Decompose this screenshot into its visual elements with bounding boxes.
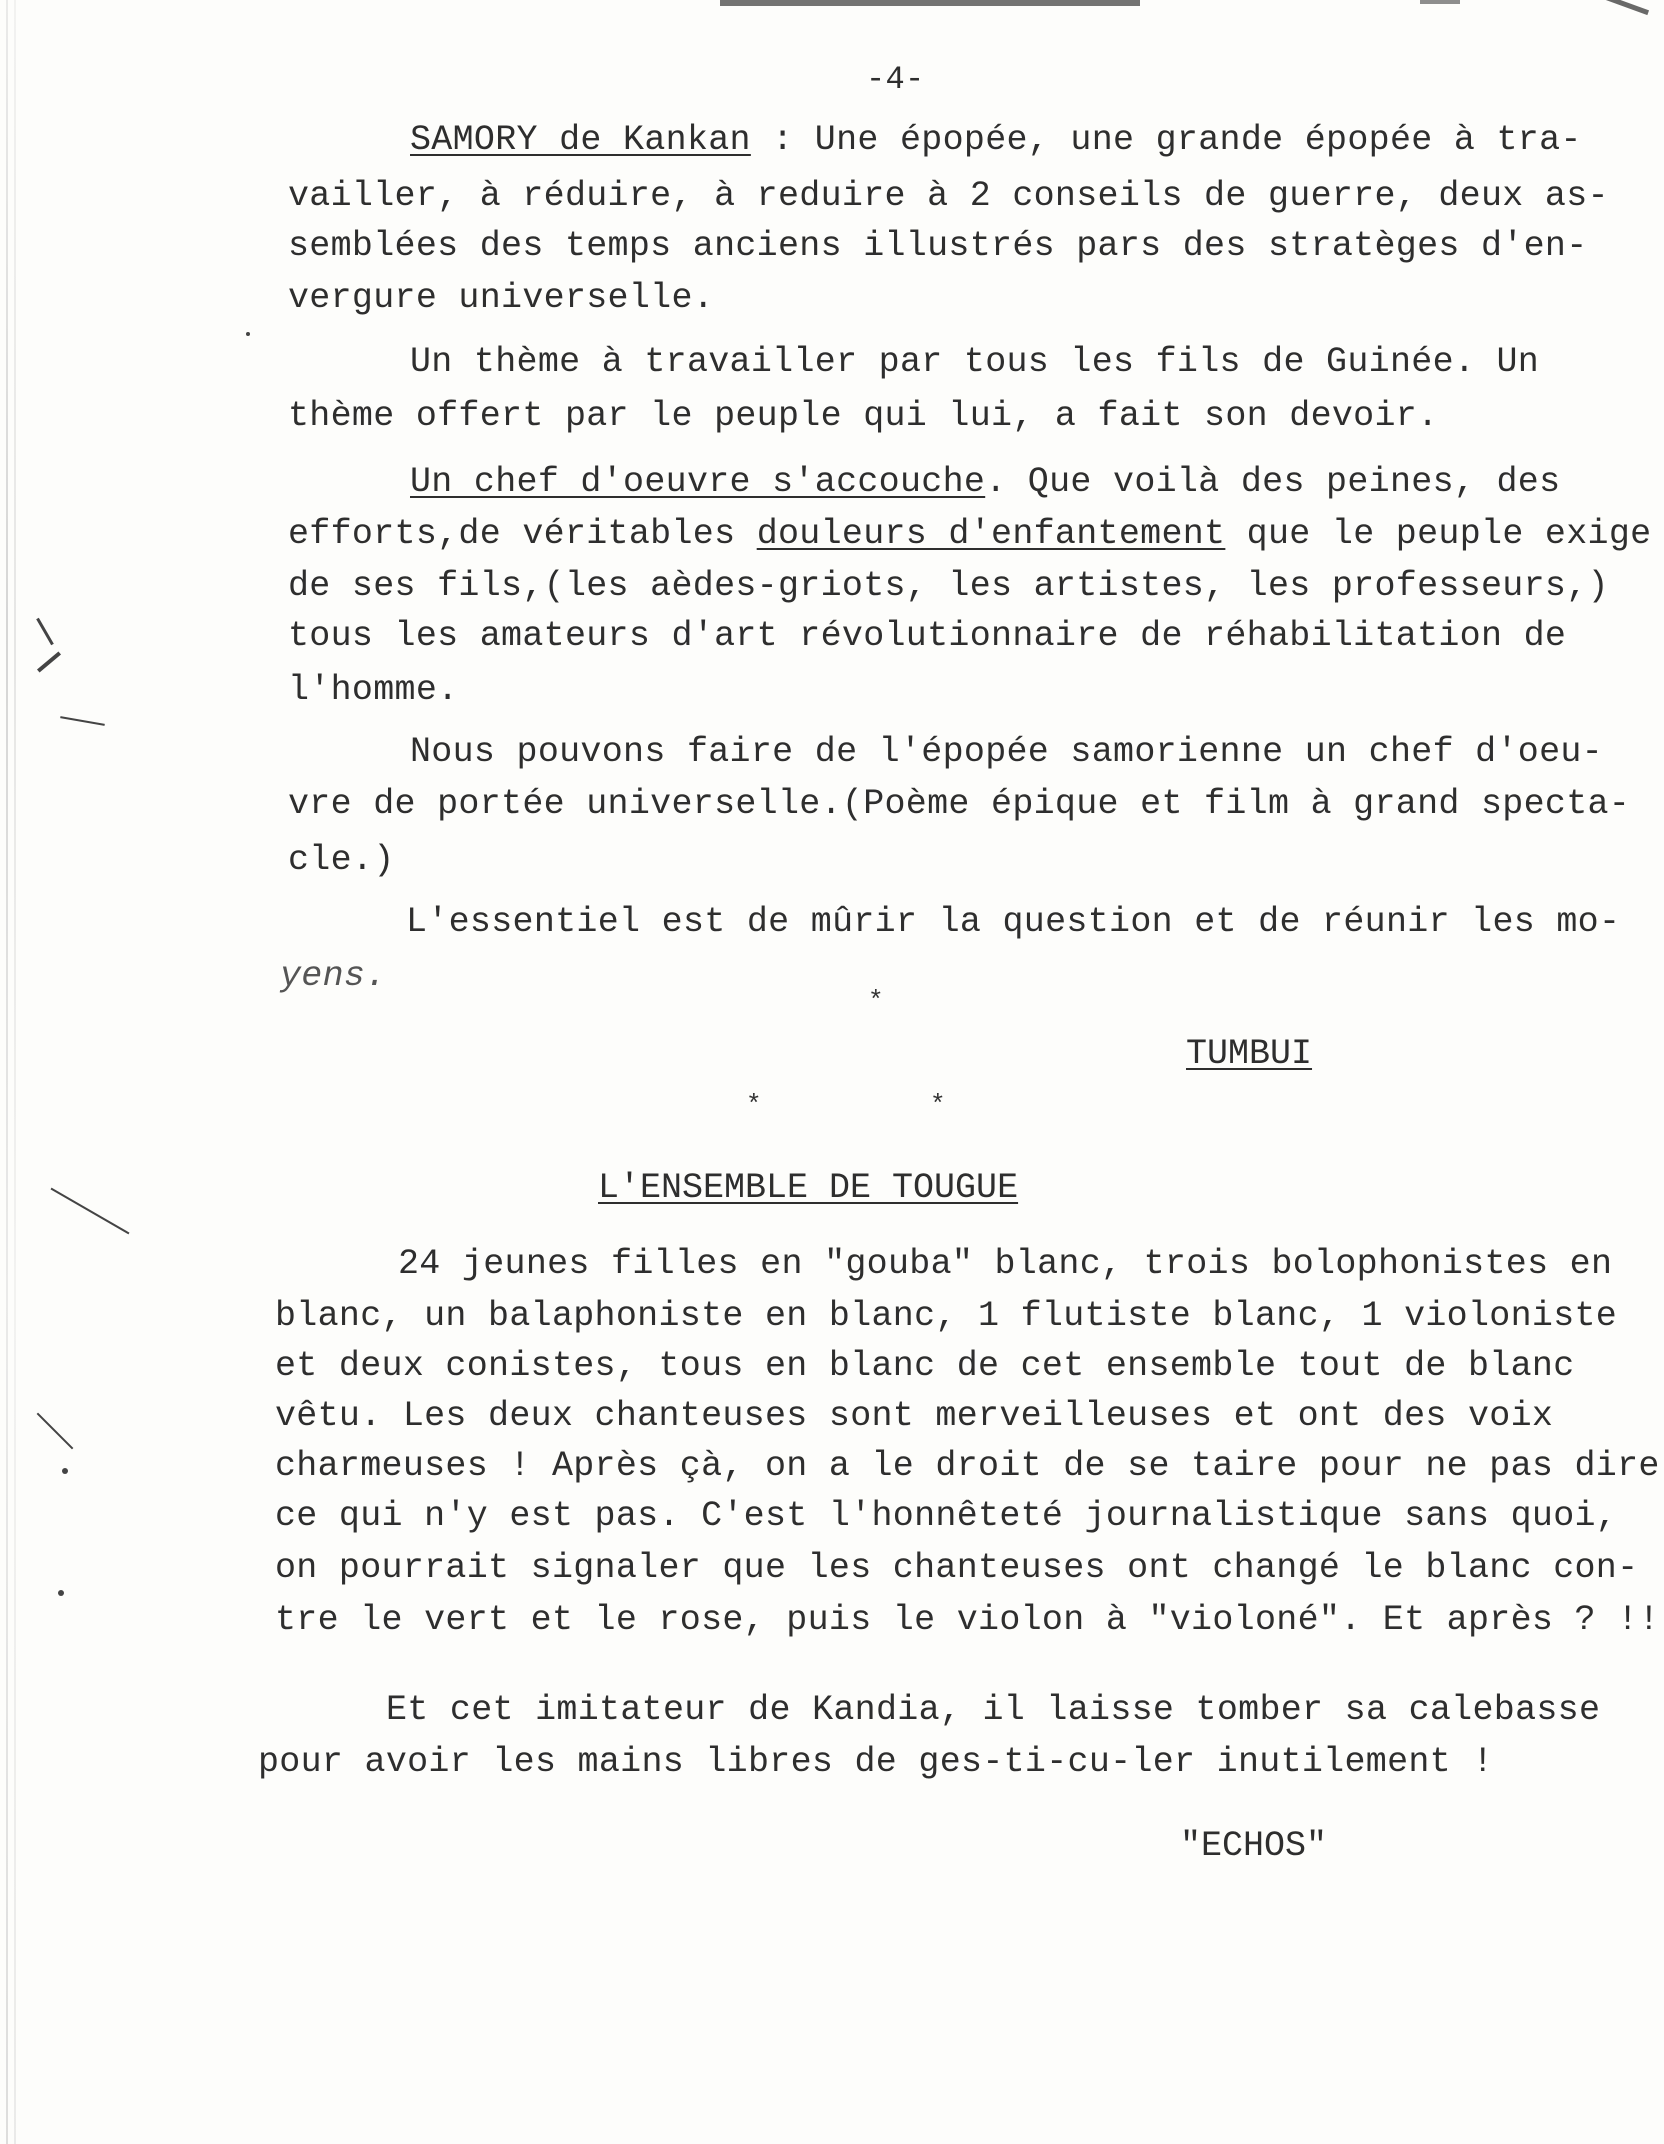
separator-star: *: [868, 986, 884, 1016]
p4-line2: vre de portée universelle.(Poème épique et film à grand specta-: [288, 784, 1631, 824]
p2-line2: thème offert par le peuple qui lui, a fait son devoir.: [288, 396, 1439, 436]
scan-artifact: [37, 651, 61, 672]
p2-line1: Un thème à travailler par tous les fils de Guinée. Un: [410, 342, 1540, 382]
p1-title: SAMORY de Kankan: [410, 120, 751, 160]
scan-edge-line: [14, 0, 16, 2144]
p1-line2: vailler, à réduire, à reduire à 2 conseils de guerre, deux as-: [288, 176, 1609, 216]
p1-line4: vergure universelle.: [288, 278, 715, 318]
scan-artifact: [60, 716, 105, 726]
p4-line3: cle.): [288, 840, 395, 880]
p6-line8: tre le vert et le rose, puis le violon à "violoné". Et après ? !!: [275, 1600, 1660, 1640]
p3-line2-a: efforts,de véritables: [288, 514, 757, 554]
p6-line7: on pourrait signaler que les chanteuses ont changé le blanc con-: [275, 1548, 1639, 1588]
p7-line2: pour avoir les mains libres de ges-ti-cu-ler inutilement !: [258, 1742, 1494, 1782]
scan-artifact: [62, 1468, 68, 1474]
p3-line4: tous les amateurs d'art révolutionnaire de réhabilitation de: [288, 616, 1567, 656]
header-fragment: [1591, 0, 1649, 15]
p1-line1-text: : Une épopée, une grande épopée à tra-: [750, 120, 1582, 160]
p6-line1: 24 jeunes filles en "gouba" blanc, trois bolophonistes en: [398, 1244, 1613, 1284]
scan-artifact: [58, 1590, 64, 1596]
p6-line6: ce qui n'y est pas. C'est l'honnêteté journalistique sans quoi,: [275, 1496, 1618, 1536]
section-title-ensemble-tougue: L'ENSEMBLE DE TOUGUE: [598, 1168, 1019, 1208]
p1-line1: [410, 114, 1582, 167]
page-number: -4-: [866, 61, 925, 98]
scan-artifact: [246, 332, 250, 336]
scan-edge-line: [6, 0, 8, 2144]
p3-line2: [288, 508, 1651, 561]
p3-line2-underlined: douleurs d'enfantement: [756, 514, 1226, 554]
header-fragment: [1420, 0, 1460, 4]
signature-echos: "ECHOS": [1180, 1826, 1328, 1866]
p6-line5: charmeuses ! Après çà, on a le droit de se taire pour ne pas dire: [275, 1446, 1660, 1486]
p6-line3: et deux conistes, tous en blanc de cet ensemble tout de blanc: [275, 1346, 1575, 1386]
p6-line2: blanc, un balaphoniste en blanc, 1 flutiste blanc, 1 violoniste: [275, 1296, 1618, 1336]
p5-line2: yens.: [280, 956, 387, 996]
p3-line2-b: que le peuple exige: [1225, 514, 1652, 554]
p6-line4: vêtu. Les deux chanteuses sont merveilleuses et ont des voix: [275, 1396, 1554, 1436]
signature-tumbui: TUMBUI: [1186, 1034, 1313, 1074]
scan-artifact: [36, 618, 54, 645]
p1-line3: semblées des temps anciens illustrés pars des stratèges d'en-: [288, 226, 1588, 266]
scan-artifact: [51, 1188, 130, 1235]
p3-line5: l'homme.: [288, 670, 459, 710]
scan-artifact: [37, 1413, 74, 1450]
p3-line1-text: . Que voilà des peines, des: [985, 462, 1561, 502]
p4-line1: Nous pouvons faire de l'épopée samorienne un chef d'oeu-: [410, 732, 1603, 772]
p7-line1: Et cet imitateur de Kandia, il laisse tomber sa calebasse: [386, 1690, 1601, 1730]
p3-line3: de ses fils,(les aèdes-griots, les artistes, les professeurs,): [288, 566, 1609, 606]
p3-title: Un chef d'oeuvre s'accouche: [410, 462, 986, 502]
p5-line1: L'essentiel est de mûrir la question et de réunir les mo-: [406, 902, 1621, 942]
p3-line1: [410, 456, 1560, 509]
separator-star-left: *: [746, 1090, 762, 1120]
separator-star-right: *: [930, 1090, 946, 1120]
header-fragment: [720, 0, 1140, 6]
